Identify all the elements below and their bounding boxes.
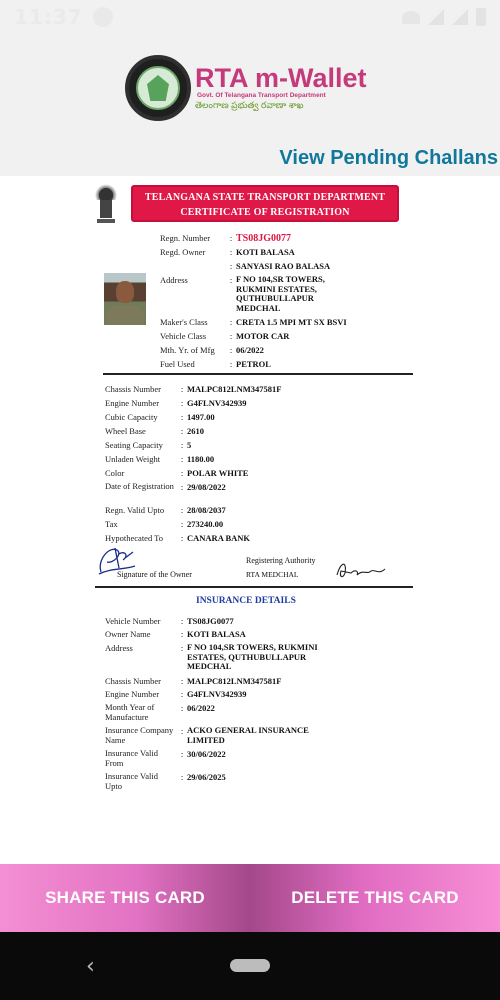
share-card-button[interactable]: SHARE THIS CARD (0, 864, 250, 932)
status-time: 11:37 (14, 5, 83, 29)
brand-title: RTA m-Wallet (195, 62, 367, 93)
field-mfg-year: Mth. Yr. of Mfg : 06/2022 (160, 345, 264, 355)
owner-signature-caption: Signature of the Owner (117, 570, 192, 579)
field-regn-valid-upto: Regn. Valid Upto : 28/08/2037 (105, 505, 226, 515)
divider (103, 373, 413, 375)
brand-subtitle: Govt. Of Telangana Transport Department (197, 91, 326, 99)
delete-card-button[interactable]: DELETE THIS CARD (250, 864, 500, 932)
ins-chassis-number: Chassis Number : MALPC812LNM347581F (105, 676, 282, 686)
back-chevron-icon[interactable]: ‹ (86, 954, 95, 979)
field-seating-capacity: Seating Capacity : 5 (105, 440, 192, 450)
signal-2-icon (452, 9, 468, 25)
rta-office: RTA MEDCHAL (246, 570, 299, 579)
field-chassis-number: Chassis Number : MALPC812LNM347581F (105, 384, 282, 394)
regn-number-value: TS08JG0077 (236, 233, 292, 244)
view-pending-challans-link[interactable]: View Pending Challans (279, 147, 498, 169)
field-hypothecated-to: Hypothecated To : CANARA BANK (105, 533, 251, 543)
field-regd-owner: Regd. Owner : KOTI BALASA (160, 247, 295, 257)
wifi-icon (402, 11, 420, 24)
ins-month-year-manufacture: Month Year of Manufacture : 06/2022 (105, 702, 215, 722)
ins-owner-name: Owner Name : KOTI BALASA (105, 629, 246, 639)
field-engine-number: Engine Number : G4FLNV342939 (105, 398, 247, 408)
field-vehicle-class: Vehicle Class : MOTOR CAR (160, 331, 290, 341)
divider (95, 586, 413, 588)
brand-telugu-text: తెలంగాణ ప్రభుత్వ రవాణా శాఖ (195, 99, 304, 110)
field-unladen-weight: Unladen Weight : 1180.00 (105, 454, 215, 464)
telangana-emblem-icon (125, 55, 191, 121)
authority-signature (333, 557, 388, 581)
ins-valid-upto: Insurance Valid Upto : 29/06/2025 (105, 771, 226, 791)
field-fuel-used: Fuel Used : PETROL (160, 359, 271, 369)
app-header (0, 0, 500, 176)
ins-company-name: Insurance Company Name : ACKO GENERAL INSURANCE LIMITED (105, 725, 309, 745)
registration-certificate (0, 176, 500, 864)
status-bar (0, 0, 500, 34)
ins-engine-number: Engine Number : G4FLNV342939 (105, 689, 247, 699)
battery-icon (476, 8, 486, 26)
signal-icon (428, 9, 444, 25)
certificate-banner (131, 185, 399, 222)
field-cubic-capacity: Cubic Capacity : 1497.00 (105, 412, 215, 422)
ins-vehicle-number: Vehicle Number : TS08JG0077 (105, 616, 234, 626)
home-pill-icon[interactable] (230, 959, 270, 972)
banner-department: TELANGANA STATE TRANSPORT DEPARTMENT (144, 192, 386, 203)
field-wheel-base: Wheel Base : 2610 (105, 426, 204, 436)
field-date-of-registration: Date of Registration : 29/08/2022 (105, 481, 226, 492)
registering-authority-label: Registering Authority (246, 556, 316, 565)
field-color: Color : POLAR WHITE (105, 468, 249, 478)
ins-address: Address : F NO 104,SR TOWERS, RUKMINI ESTATES, QUTHUBULLAPUR MEDCHAL (105, 642, 318, 671)
system-nav-bar (0, 932, 500, 1000)
field-address: Address : F NO 104,SR TOWERS, RUKMINI ESTATES, QUTHUBULLAPUR MEDCHAL (160, 274, 325, 313)
notification-icon (93, 7, 113, 27)
ins-valid-from: Insurance Valid From : 30/06/2022 (105, 748, 226, 768)
owner-photo (104, 273, 146, 325)
ashoka-emblem-icon (95, 184, 117, 228)
banner-certificate-title: CERTIFICATE OF REGISTRATION (180, 207, 350, 218)
field-tax: Tax : 273240.00 (105, 519, 224, 529)
field-owner-relation: : SANYASI RAO BALASA (229, 261, 331, 271)
field-regn-number: Regn. Number : TS08JG0077 (160, 233, 292, 244)
brand-logo (125, 55, 367, 121)
field-makers-class: Maker's Class : CRETA 1.5 MPI MT SX BSVI (160, 317, 347, 327)
insurance-section-title: INSURANCE DETAILS (196, 596, 296, 606)
